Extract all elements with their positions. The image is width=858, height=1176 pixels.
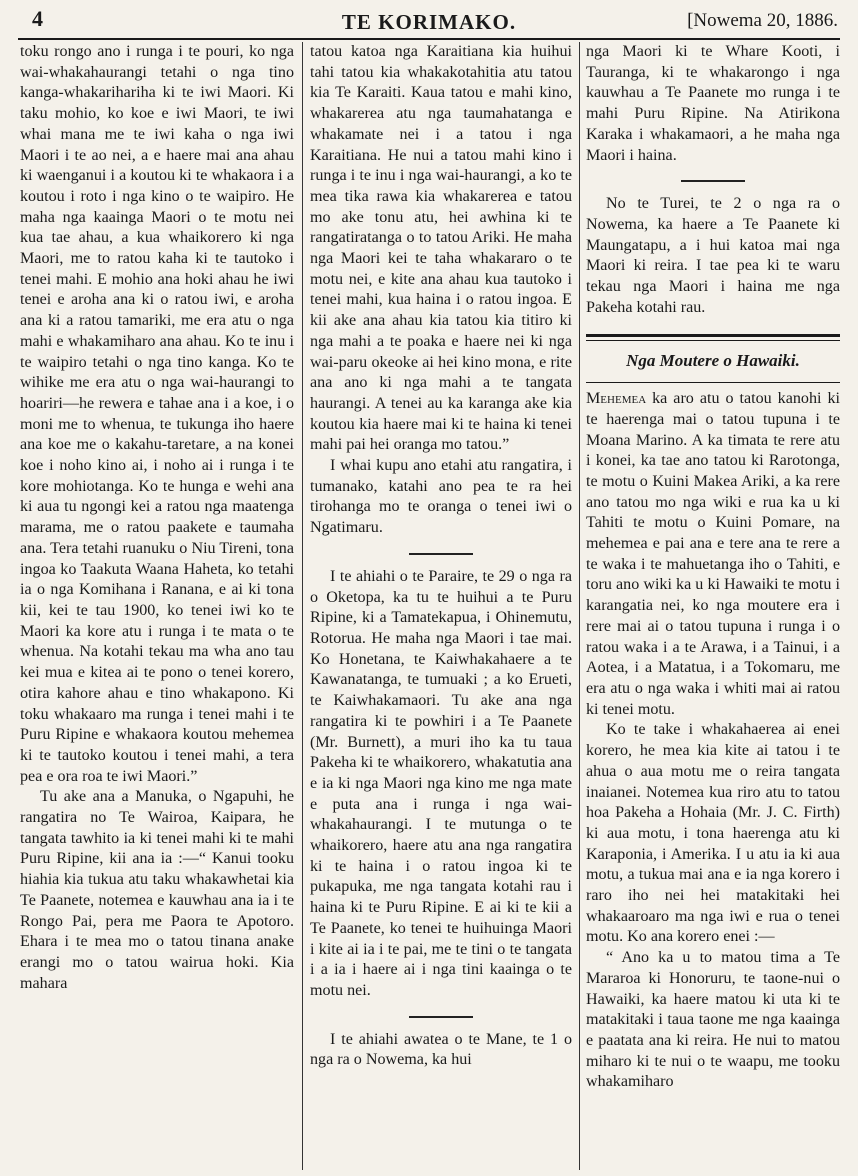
article-separator — [409, 553, 473, 555]
paragraph-text: ka aro atu o tatou kanohi ki te haerenga mai o tatou tupuna i te Moana Marino. A ka timata te rere atu i konei, ka tae ano tatou ki Rarotonga, te motu o Kuini Makea Ariki, a ka rere ano tatou mo nga wiki e rua ka u ki Tahiti te motu o Kuini Pomare, na mehemea e pai ana e tere ana te rere a te waka i te mahuetanga iho o Tahiti, e toru ano wiki ka u ki Hawaiki te motu i karangatia nei, ko nga moutere era i rere mai ai o tatou tupuna i runga i o ratou waka i a te Arawa, i a Tainui, i a Aotea, i a Matatua, i a Tokomaru, me era atu o nga waka i whiti mai ai ratou ki tenei motu. — [586, 390, 840, 718]
paragraph: nga Maori ki te Whare Kooti, i Tauranga, ki te whakarongo i nga kauwhau a Te Paanete mo runga i te mahi Puru Ripine. Na Atirikona Karaka i whakamaori, a he maha nga Maori i haina. — [586, 43, 840, 164]
paragraph — [586, 389, 840, 720]
paragraph: Ko te take i whakahaerea ai enei korero, he mea kia kite ai tatou i te ahua o aua motu me o reira tangata inaianei. Notemea kua riro atu to tatou hoa Pakeha a Hohaia (Mr. J. C. Firth) ki aua motu, i tona haerenga atu ki Karaponia, i Amerika. I u atu ia ki aua motu, a tukua mai ana e ia nga korero i raro iho nei hei matakitaki hei whakaaroaro ma nga iwi e rua o tenei motu. Ko ana korero enei :— — [586, 721, 840, 946]
masthead-title: TE KORIMAKO. — [341, 10, 517, 34]
page-header — [18, 4, 840, 40]
paragraph: Tu ake ana a Manuka, o Ngapuhi, he rangatira no Te Wairoa, Kaipara, he tangata tawhito ia ki tenei mahi ki te mahi Puru Ripine, kii ana ia :—“ Kanui tooku hiahia kia tukua atu taku whakawhetai kia Te Paanete, notemea e kauwhau ana ia i te Rongo Pai, pera me Paora te Apotoro. Ehara i te mea mo o tatou tinana anake erangi mo o tatou wairua hoki. Kia mahara — [20, 788, 294, 992]
paragraph: I te ahiahi o te Paraire, te 29 o nga ra o Oketopa, ka tu te huihui a te Puru Ripine, ki a Tamatekapua, i Ohinemutu, Rotorua. He maha nga Maori i tae mai. Ko Honetana, te Kaiwhakahaere a te Kawanatanga, te tumuaki ; a ko Erueti, te Kaiwhakamaori. Tu ake ana nga rangatira ki te powhiri i a Te Paanete (Mr. Burnett), a muri iho ka tu taua Pakeha ki te whaikorero, whakatutia ana e ia ki nga Maori nga kino me nga mate e puta ana i runga i nga wai-whakahaurangi. I te mutunga o te whaikorero, haere atu ana nga rangatira ki te haina i o ratou ingoa ki te pukapuka, me nga tangata kotahi rau i haina ki te Puru Ripine. E ai ki te kii a Te Paanete, ko tenei te huihuinga Maori i kite ai ia i te pai, me te tini o te tangata i a ia i haere ai i nga tini kaainga o te motu nei. — [310, 567, 572, 999]
page-number: 4 — [32, 6, 43, 31]
column-divider — [579, 42, 580, 1170]
paragraph: I te ahiahi awatea o te Mane, te 1 o nga ra o Nowema, ka hui — [310, 1030, 572, 1069]
column-1 — [20, 42, 294, 1170]
paragraph: “ Ano ka u to matou tima a Te Mararoa ki Honoruru, te taone-nui o Hawaiki, ka haere matou ki uta ki te matakitaki i taua taone me nga kaainga e paatata ana ki reira. He nui to matou miharo ki te nui o te waapu, me tooku whakamiharo — [586, 949, 840, 1091]
article-separator — [681, 180, 745, 182]
paragraph: I whai kupu ano etahi atu rangatira, i tumanako, katahi ano pea te ra hei tirohanga mo te oranga o tenei iwi o Ngatimaru. — [310, 457, 572, 537]
paragraph: tatou katoa nga Karaitiana kia huihui tahi tatou kia whakakotahitia atu tatou kia Te Karaiti. Kaua tatou e mahi kino, whakarerea atu nga taumahatanga e whakamate nei i a tatou i nga Karaitiana. He nui a tatou mahi kino i runga i te inu i nga wai-haurangi, a ko te mea tika rawa kia whakarerea e tatou mo ake tonu atu, hei awhina ki te rangatiratanga o to tatou Ariki. He maha nga Maori kei te taha whakararo o te motu nei, e kite ana ahau kua tautoko i tenei mahi, kua haina i o ratou ingoa. E kii ake ana ahau kia tatou kia titiro ki nga mahi a te poaka e haere nei ki nga wai-paru okeoke ai hei kino mona, e rite ana ano ki nga mahi a te tangata haurangi. A tenei au ka karanga ake kia koutou kia haere mai ki te haina ki tenei mahi pai hei oranga mo tatou.” — [310, 43, 572, 454]
section-rule — [586, 382, 840, 383]
column-3 — [586, 42, 840, 1170]
section-rule — [586, 334, 840, 341]
paragraph: toku rongo ano i runga i te pouri, ko nga wai-whakahaurangi tetahi o nga tino kanga-whakarihariha ki te iwi Maori. Ki taku mohio, ko koe e iwi Maori, te iwi whai mana me te iwi kaha o nga iwi Maori i te ao nei, a e haere mai ana ahau ki waenganui i a koutou ki te whakaora i a koutou i roto i nga kino o te waipiro. He maha nga kaainga Maori o te motu nei kua tae ahau, a kua whaikorero ki nga Maori, me to ratou kaha ki te tautoko i tenei mahi. E mohio ana hoki ahau he iwi tenei e aroha ana ki o ratou iwi, e aroha ana ki a ratou tamariki, me era atu o nga mahi e whakamiharo ana ahau. Ko te inu i te waipiro tetahi o nga tino kanga. Ko te wihike me era atu o nga wai-haurangi to hoariri—he rewera e tahae ana i a koe, i o moni me to whenua, te tukunga iho haere ana koe me o kakahu-taretare, a na konei koe i noho kino ai, i noho ai i runga i te kore mohiotanga. Ko te hunga e wehi ana ki aua tu ngongi kei a ratou nga maatenga marama, me o ratou paakete e taumaha ana. Tera tetahi ruanuku o Niu Tireni, tona ingoa ko Taakuta Waana Haheta, ko tetahi ia o nga Komihana i Ranana, e ai ki tona kii, kei te tau 1900, ko tenei iwi ko te Maori ka kore atu i runga i te mata o te whenua. Na kotahi tekau ma wha ano tau kei mua e kitea ai te pono o tenei korero, otira kahore ahau e tino whakapono. Ki toku whakaaro ma runga i tenei mahi i te Puru Ripine e whakaora koutou mehemea ki te tautoko koutou i tenei mahi, a tera pea e ora roa te iwi Maori.” — [20, 43, 294, 785]
section-title: Nga Moutere o Hawaiki. — [626, 351, 800, 371]
lead-word: Mehemea — [586, 390, 647, 408]
article-separator — [409, 1016, 473, 1018]
column-2 — [310, 42, 572, 1170]
paragraph: No te Turei, te 2 o nga ra o Nowema, ka haere a Te Paanete ki Maungatapu, a i hui katoa mai nga Maori ki reira. I tae pea ki te waru tekau nga Maori i haina me nga Pakeha kotahi rau. — [586, 195, 840, 316]
column-divider — [302, 42, 303, 1170]
issue-date: [Nowema 20, 1886. — [687, 10, 838, 31]
